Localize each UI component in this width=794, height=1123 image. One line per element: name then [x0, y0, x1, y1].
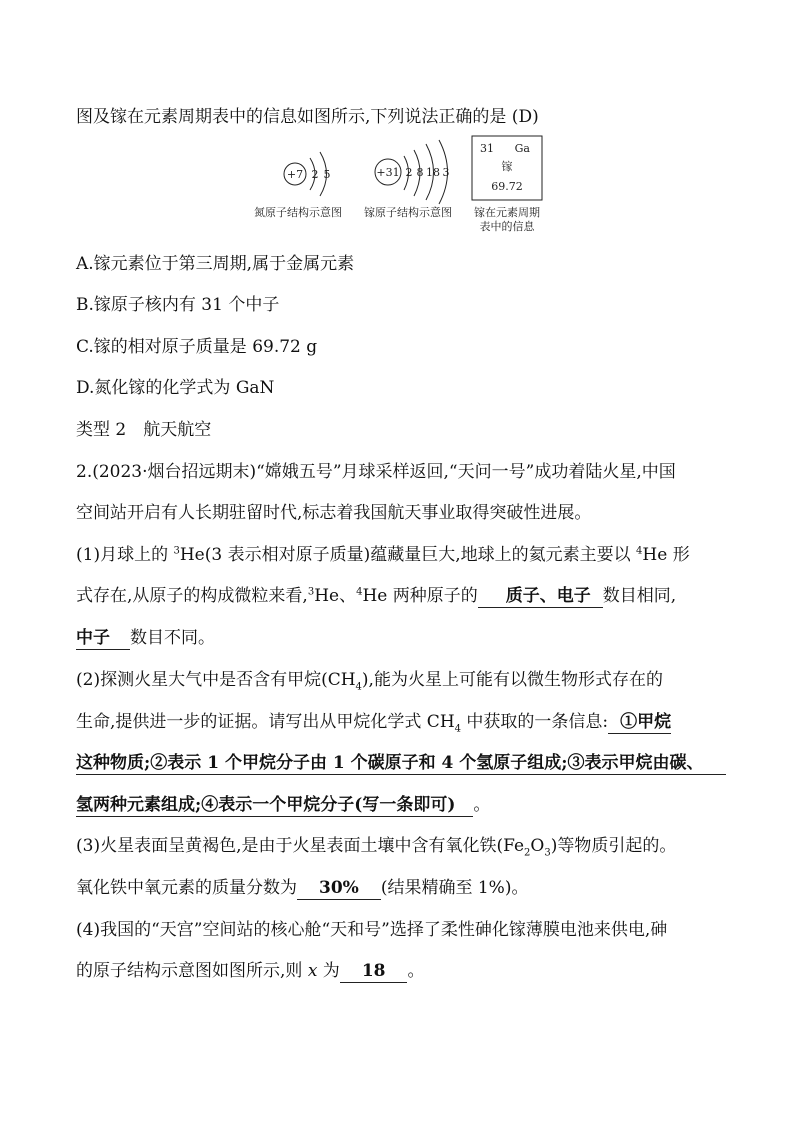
svg-text:69.72: 69.72 [491, 180, 523, 193]
q2-part1-line3: 中子 数目不同。 [76, 628, 215, 648]
svg-text:2: 2 [311, 168, 319, 181]
question-2-stem-1: 2.(2023·烟台招远期末)“嫦娥五号”月球采样返回,“天问一号”成功着陆火星,中国 [76, 462, 676, 482]
q2-part2-line2: 生命,提供进一步的证据。请写出从甲烷化学式 $CH_4$ 中获取的一条信息: ①甲烷 [76, 712, 672, 735]
caption-cell-1: 镓在元素周期 [474, 206, 540, 219]
caption-nitrogen: 氮原子结构示意图 [254, 206, 342, 219]
q2-part3-line2: 氧化铁中氧元素的质量分数为 30% (结果精确至 1%)。 [76, 878, 529, 898]
svg-text:3: 3 [442, 166, 450, 179]
periodic-table-cell [472, 136, 542, 200]
q2-part1-line2: 式存在,从原子的构成微粒来看,$^3$He、$^4$He 两种原子的 质子、电子 数目相同, [76, 586, 677, 606]
answer-blank-5: 18 [340, 961, 408, 983]
answer-blank-3a: ①甲烷 [608, 712, 671, 734]
q2-part4-line2: 的原子结构示意图如图所示,则 x 为 18 。 [76, 961, 425, 981]
svg-text:镓: 镓 [501, 160, 513, 173]
svg-text:2: 2 [405, 166, 413, 179]
answer-blank-3c: 氢两种元素组成;④表示一个甲烷分子(写一条即可) [76, 795, 473, 817]
stem-text: 图及镓在元素周期表中的信息如图所示,下列说法正确的是 (D) [76, 107, 539, 127]
question-1-stem [76, 106, 539, 128]
option-a: A.镓元素位于第三周期,属于金属元素 [76, 254, 355, 274]
question-2-stem-2: 空间站开启有人长期驻留时代,标志着我国航天事业取得突破性进展。 [76, 503, 592, 523]
svg-text:+31: +31 [376, 166, 400, 179]
option-c: C.镓的相对原子质量是 69.72 g [76, 337, 318, 357]
nitrogen-atom-diagram [284, 152, 331, 196]
option-d: D.氮化镓的化学式为 GaN [76, 378, 275, 398]
q2-part2-line1: (2)探测火星大气中是否含有甲烷$(CH_4)$,能为火星上可能有以微生物形式存在的 [76, 670, 663, 693]
svg-text:5: 5 [323, 168, 331, 181]
answer-blank-1: 质子、电子 [478, 586, 603, 608]
q2-part2-line4: 氢两种元素组成;④表示一个甲烷分子(写一条即可) 。 [76, 795, 491, 815]
answer-blank-2: 中子 [76, 628, 130, 650]
answer-blank-4: 30% [297, 878, 381, 900]
svg-text:+7: +7 [286, 168, 304, 181]
q2-part3-line1: (3)火星表面呈黄褐色,是由于火星表面土壤中含有氧化铁$(Fe_2O_3)$等物质引起的。 [76, 836, 677, 859]
caption-cell-2: 表中的信息 [479, 220, 535, 233]
svg-text:31: 31 [480, 142, 494, 155]
section-heading: 类型 2 航天航空 [76, 420, 212, 440]
atomic-structure-figure [240, 134, 560, 244]
caption-gallium: 镓原子结构示意图 [364, 206, 452, 219]
gallium-atom-diagram [375, 140, 450, 204]
svg-text:Ga: Ga [514, 142, 530, 155]
q2-part4-line1: (4)我国的“天宫”空间站的核心舱“天和号”选择了柔性砷化镓薄膜电池来供电,砷 [76, 920, 668, 940]
svg-text:8: 8 [416, 166, 424, 179]
answer-blank-3b: 这种物质;②表示 1 个甲烷分子由 1 个碳原子和 4 个氢原子组成;③表示甲烷由碳、 [76, 753, 726, 775]
q2-part2-line3 [76, 752, 726, 775]
option-b: B.镓原子核内有 31 个中子 [76, 295, 280, 315]
svg-text:18: 18 [426, 166, 440, 179]
q2-part1-line1: (1)月球上的 $^3$He(3 表示相对原子质量)蕴藏量巨大,地球上的氦元素主要以 $^4$He 形 [76, 545, 690, 565]
